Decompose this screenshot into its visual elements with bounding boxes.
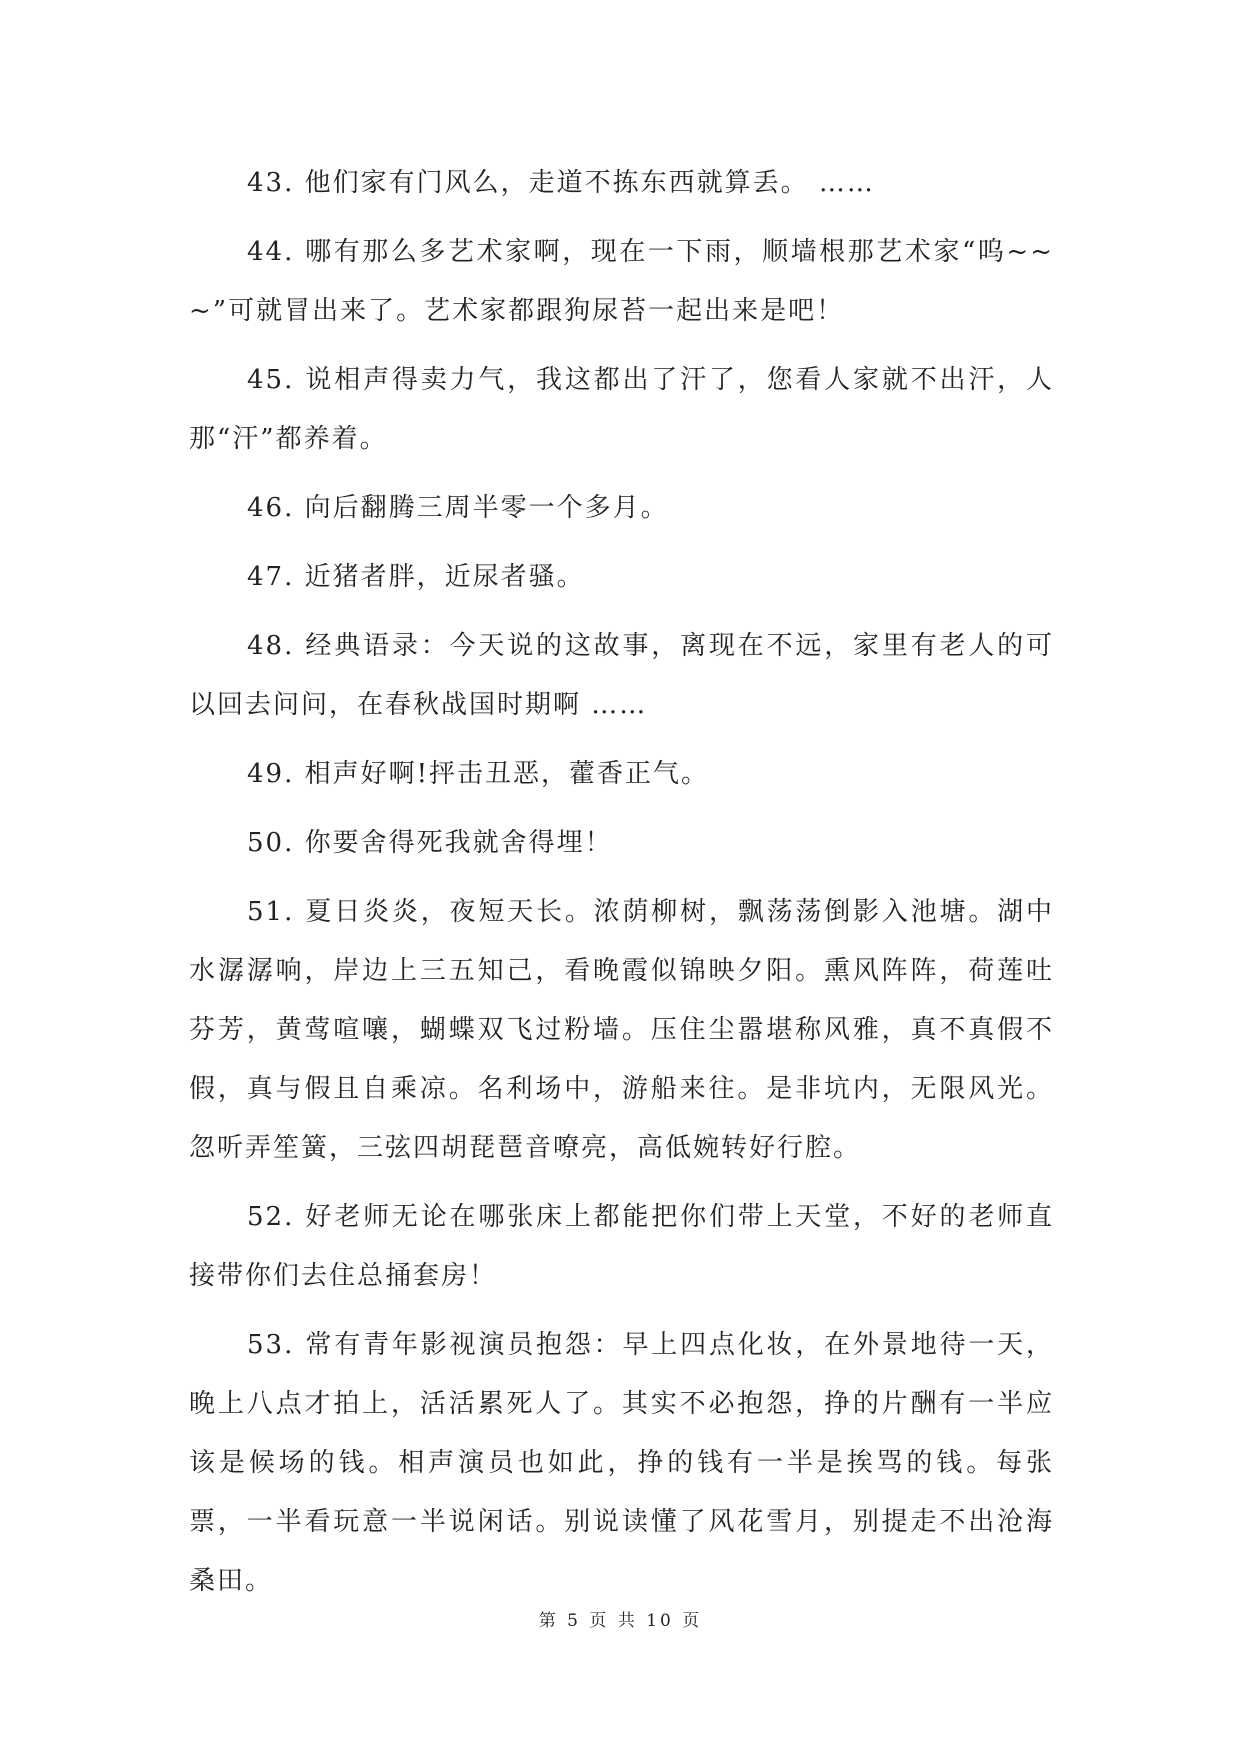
paragraph-50: 50. 你要舍得死我就舍得埋！ bbox=[247, 828, 613, 858]
paragraph-43: 43. 他们家有门风么，走道不拣东西就算丢。 …… bbox=[247, 168, 875, 198]
body-text bbox=[189, 154, 1054, 1621]
paragraph-49: 49. 相声好啊!抨击丑恶，藿香正气。 bbox=[247, 759, 710, 789]
paragraph-44: 44. 哪有那么多艺术家啊，现在一下雨，顺墙根那艺术家“呜~~~”可就冒出来了。艺术家都跟狗尿苔一起出来是吧！ bbox=[189, 237, 1054, 326]
paragraph-53: 53. 常有青年影视演员抱怨：早上四点化妆，在外景地待一天，晚上八点才拍上，活活累死人了。其实不必抱怨，挣的片酬有一半应该是候场的钱。相声演员也如此，挣的钱有一半是挨骂的钱。每张票，一半看玩意一半说闲话。别说读懂了风花雪月，别提走不出沧海桑田。 bbox=[189, 1330, 1054, 1596]
paragraph-45: 45. 说相声得卖力气，我这都出了汗了，您看人家就不出汗，人那“汗”都养着。 bbox=[189, 365, 1054, 454]
paragraph-51: 51. 夏日炎炎，夜短天长。浓荫柳树，飘荡荡倒影入池塘。湖中水潺潺响，岸边上三五知己，看晚霞似锦映夕阳。熏风阵阵，荷莲吐芬芳，黄莺喧嚷，蝴蝶双飞过粉墙。压住尘嚣堪称风雅，真不真假不假，真与假且自乘凉。名利场中，游船来往。是非坑内，无限风光。忽听弄笙簧，三弦四胡琵琶音嘹亮，高低婉转好行腔。 bbox=[189, 897, 1054, 1163]
page-footer: 第 5 页 共 10 页 bbox=[538, 1611, 703, 1631]
paragraph-46: 46. 向后翻腾三周半零一个多月。 bbox=[247, 493, 669, 523]
paragraph-48: 48. 经典语录：今天说的这故事，离现在不远，家里有老人的可以回去问问，在春秋战国时期啊 …… bbox=[189, 631, 1054, 720]
paragraph-47: 47. 近猪者胖，近尿者骚。 bbox=[247, 562, 585, 592]
paragraph-52: 52. 好老师无论在哪张床上都能把你们带上天堂，不好的老师直接带你们去住总捅套房！ bbox=[189, 1202, 1054, 1291]
